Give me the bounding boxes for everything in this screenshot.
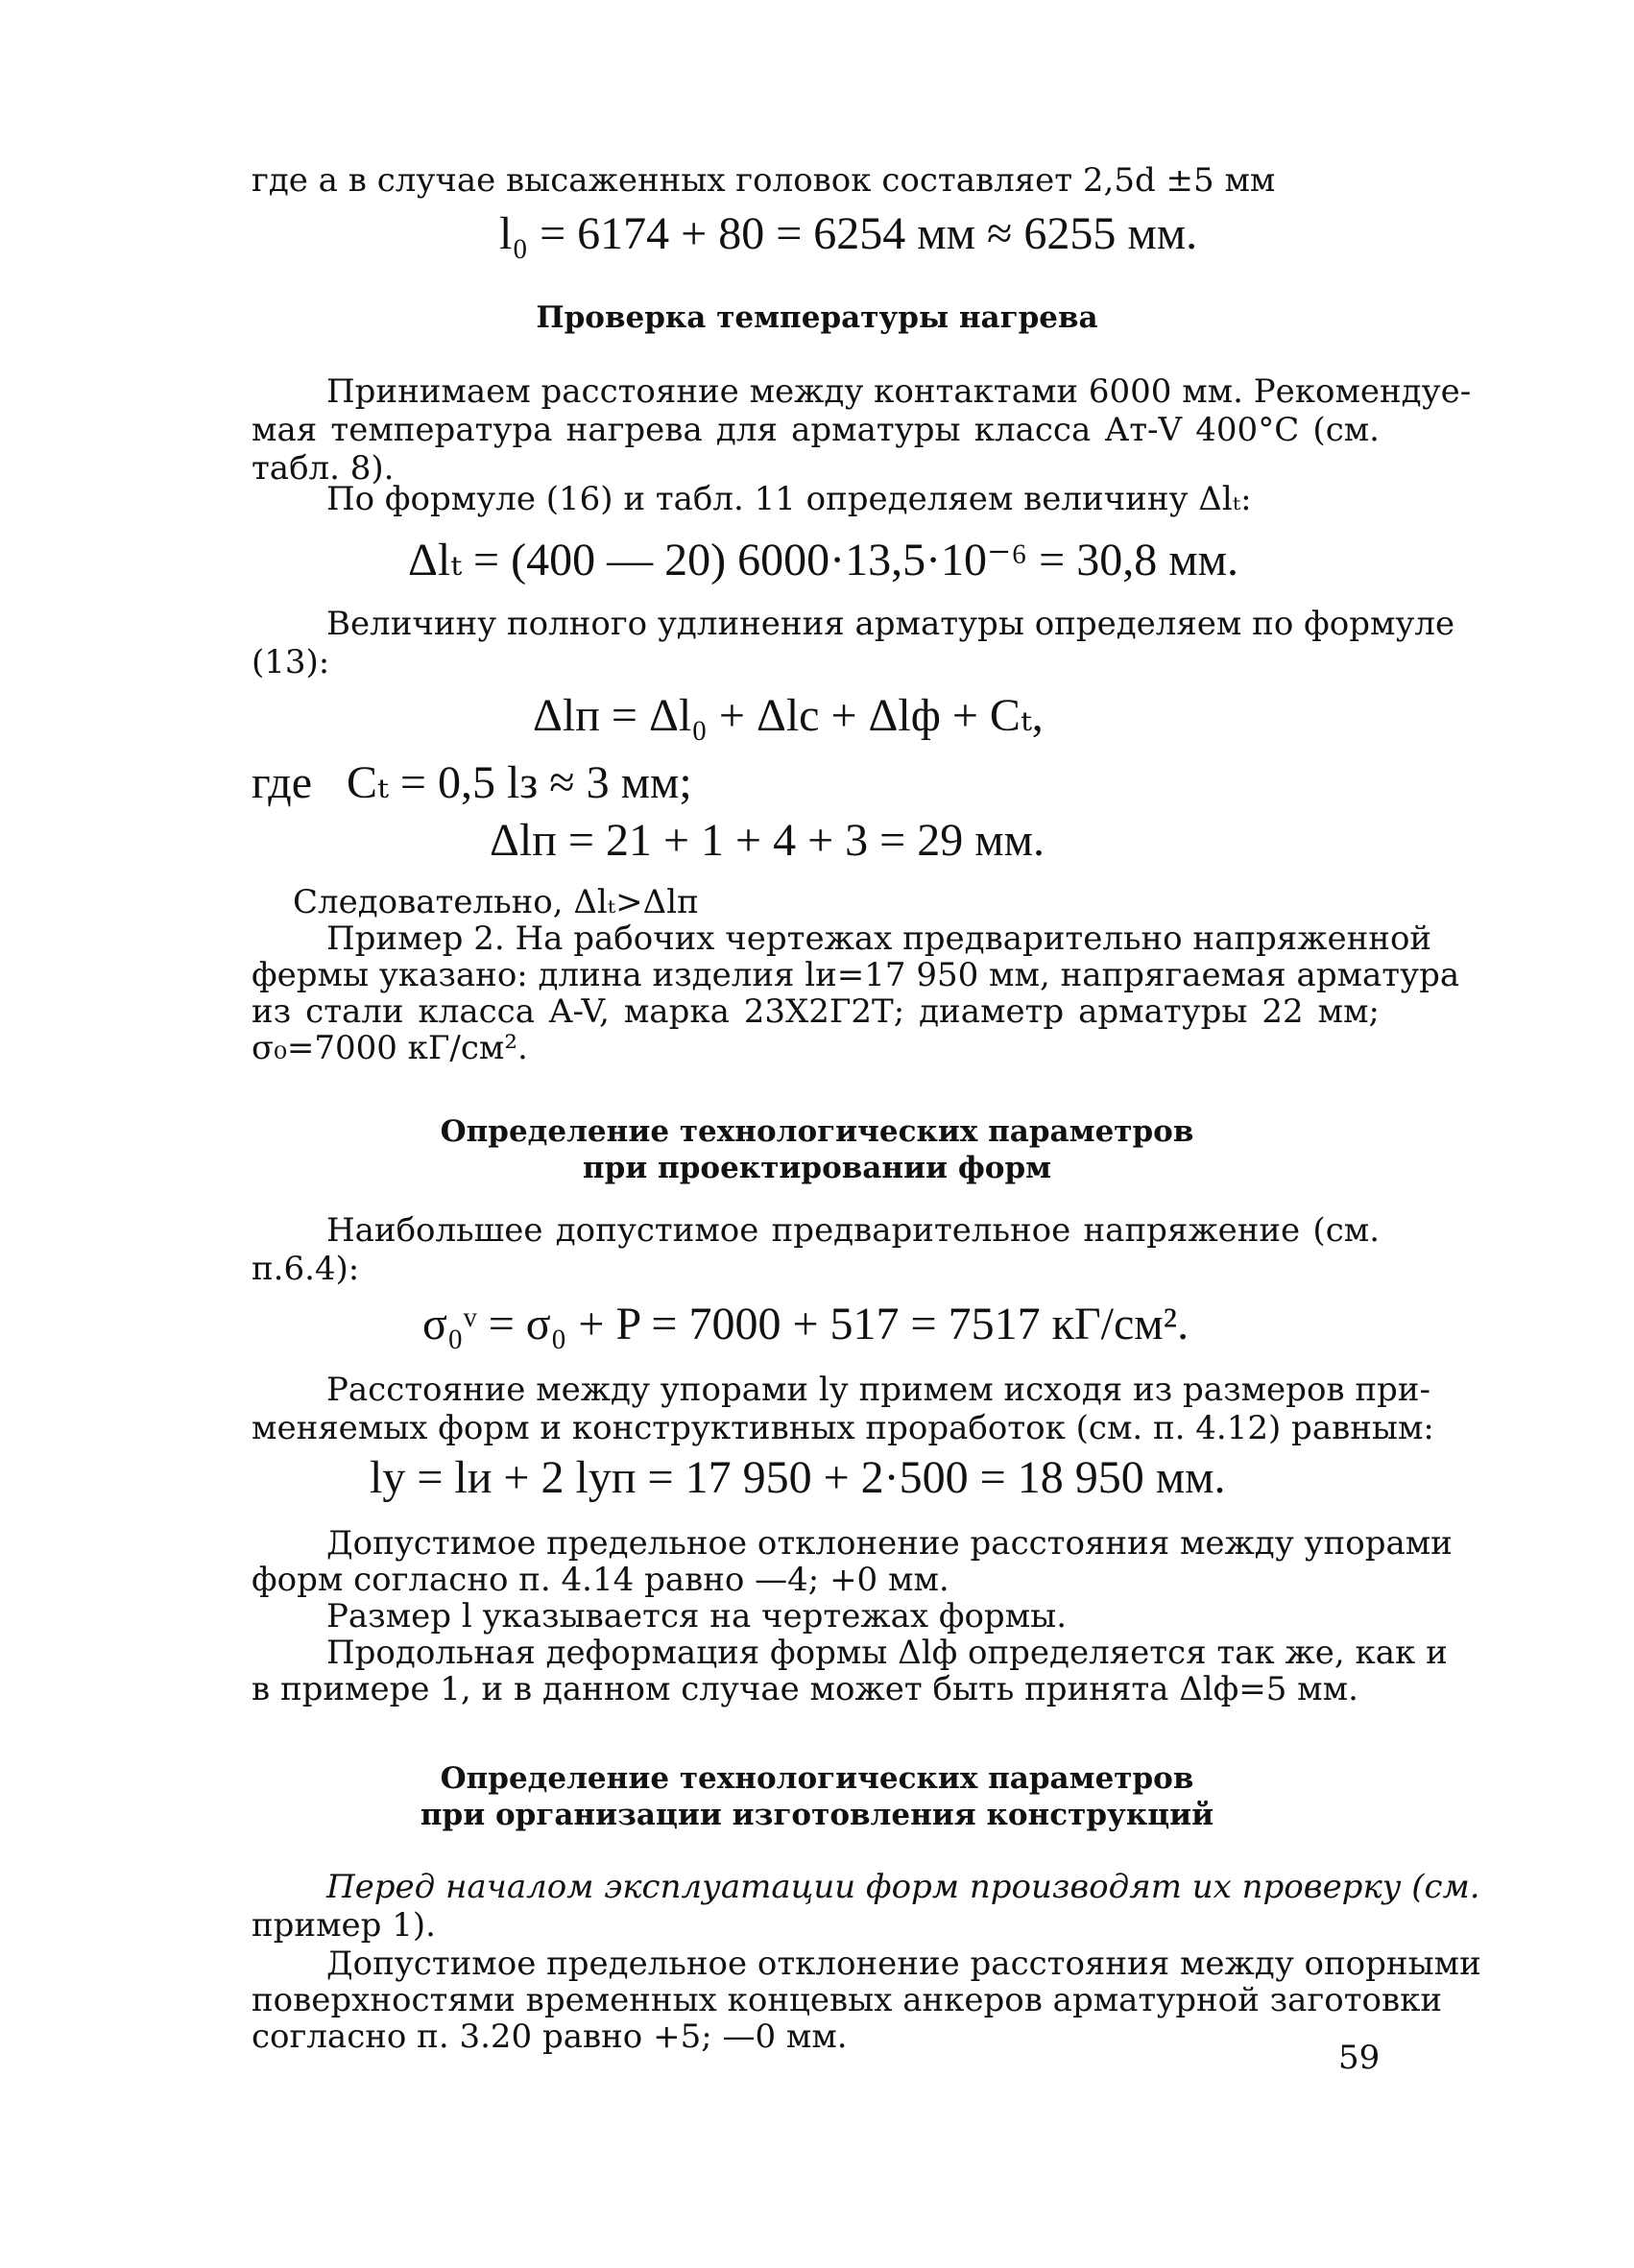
paragraph-line: поверхностями временных концевых анкеров арматурной заготовки [252,1981,1443,2019]
paragraph-line: (13): [252,643,330,681]
formula-delta-lt: Δlₜ = (400 — 20) 6000·13,5·10⁻⁶ = 30,8 мм. [408,535,1238,585]
paragraph-line: из стали класса A-V, марка 23Х2Г2Т; диаметр арматуры 22 мм; [252,992,1380,1031]
paragraph-line: пример 1). [252,1906,436,1945]
conclusion-line: Следовательно, Δlₜ>Δlп [293,883,699,921]
paragraph-line: Пример 2. На рабочих чертежах предварительно напряженной [326,919,1432,958]
paragraph-line: Перед началом эксплуатации форм производят их проверку (см. [326,1868,1480,1906]
formula-ly: lу = lи + 2 lуп = 17 950 + 2·500 = 18 950 мм. [370,1452,1226,1503]
paragraph-line: Размер l указывается на чертежах формы. [326,1597,1068,1635]
paragraph-line: Продольная деформация формы Δlф определяется так же, как и [326,1634,1448,1672]
paragraph-line: Расстояние между упорами lу примем исходя из размеров при- [326,1371,1430,1409]
formula-ct: где Cₜ = 0,5 lз ≈ 3 мм; [252,757,692,808]
page-number: 59 [1338,2039,1381,2077]
formula-l0: l₀ = 6174 + 80 = 6254 мм ≈ 6255 мм. [499,208,1198,259]
formula-delta-lp-value: Δlп = 21 + 1 + 4 + 3 = 29 мм. [490,815,1045,866]
paragraph-line: Допустимое предельное отклонение расстояния между упорами [326,1524,1453,1563]
paragraph-line: форм согласно п. 4.14 равно —4; +0 мм. [252,1561,949,1599]
paragraph-line: Величину полного удлинения арматуры определяем по формуле [326,605,1455,643]
intro-line: где a в случае высаженных головок составляет 2,5d ±5 мм [252,161,1276,200]
section-heading-design-line1: Определение технологических параметров [440,1114,1194,1149]
paragraph-line: σ₀=7000 кГ/см². [252,1029,528,1067]
paragraph-line: мая температура нагрева для арматуры класса Ат-V 400°С (см. [252,411,1380,449]
section-heading-production-line1: Определение технологических параметров [440,1761,1194,1796]
paragraph-line: в примере 1, и в данном случае может быть принята Δlф=5 мм. [252,1670,1358,1708]
section-heading-production-line2: при организации изготовления конструкций [420,1798,1214,1832]
paragraph-line: фермы указано: длина изделия lи=17 950 мм, напрягаемая арматура [252,956,1460,994]
formula-delta-lp: Δlп = Δl₀ + Δlс + Δlф + Cₜ, [533,690,1044,741]
paragraph-line: меняемых форм и конструктивных проработок (см. п. 4.12) равным: [252,1409,1434,1447]
paragraph-line: табл. 8). [252,449,395,488]
formula-sigma: σ₀ᵛ = σ₀ + P = 7000 + 517 = 7517 кГ/см². [422,1299,1189,1349]
paragraph-line: Допустимое предельное отклонение расстояния между опорными [326,1945,1481,1983]
section-heading-temperature: Проверка температуры нагрева [536,300,1098,335]
paragraph-line: Принимаем расстояние между контактами 6000 мм. Рекомендуе- [326,372,1472,411]
paragraph-line: По формуле (16) и табл. 11 определяем величину Δlₜ: [326,480,1252,518]
paragraph-line: согласно п. 3.20 равно +5; —0 мм. [252,2017,848,2056]
paragraph-line: п.6.4): [252,1250,360,1288]
section-heading-design-line2: при проектировании форм [582,1151,1052,1185]
paragraph-line: Наибольшее допустимое предварительное напряжение (см. [326,1211,1380,1250]
